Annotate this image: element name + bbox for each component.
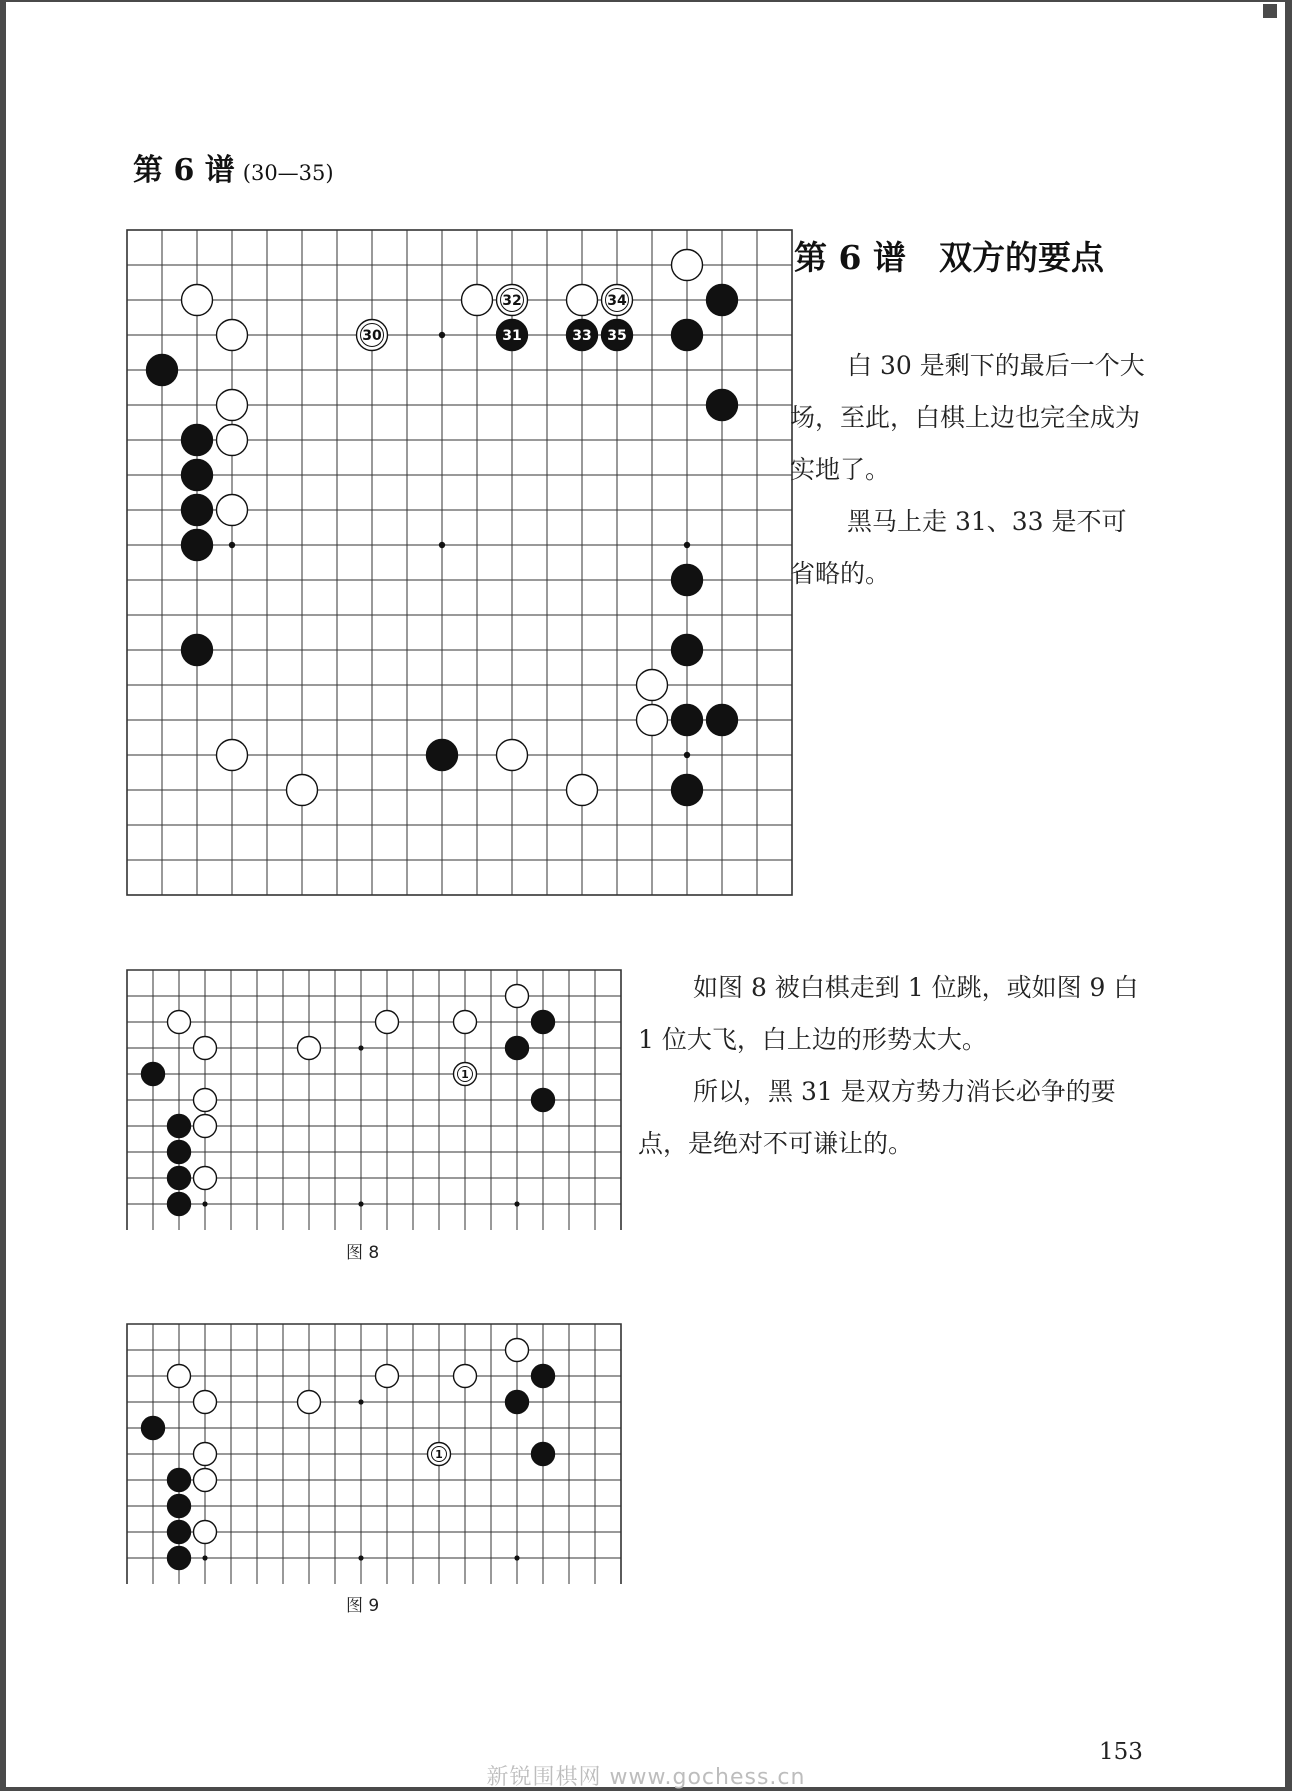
commentary-bottom — [638, 962, 1146, 1170]
white-stone — [194, 1391, 217, 1414]
chapter-title — [133, 145, 334, 189]
star-point — [202, 1201, 207, 1206]
black-stone — [532, 1011, 555, 1034]
move-number: 33 — [572, 328, 592, 345]
black-stone — [532, 1443, 555, 1466]
section-heading: 第 6 谱 双方的要点 — [794, 238, 1104, 277]
star-point — [358, 1399, 363, 1404]
black-stone — [168, 1547, 191, 1570]
black-stone — [532, 1089, 555, 1112]
figure-9-caption: 图 9 — [346, 1596, 380, 1616]
chapter-move-range: (30—35) — [242, 161, 334, 185]
black-stone — [182, 635, 213, 666]
white-stone — [637, 705, 668, 736]
white-stone — [672, 250, 703, 281]
white-stone — [217, 425, 248, 456]
star-point — [514, 1555, 519, 1560]
black-stone — [168, 1521, 191, 1544]
move-number: 32 — [502, 293, 522, 310]
black-stone — [672, 775, 703, 806]
white-stone — [462, 285, 493, 316]
white-stone — [194, 1521, 217, 1544]
black-stone — [672, 705, 703, 736]
black-stone — [182, 460, 213, 491]
white-stone — [194, 1089, 217, 1112]
move-number: 30 — [362, 328, 382, 345]
white-stone — [376, 1011, 399, 1034]
white-stone — [376, 1365, 399, 1388]
white-stone — [217, 495, 248, 526]
white-stone — [497, 740, 528, 771]
star-point — [439, 332, 445, 338]
star-point — [202, 1555, 207, 1560]
star-point — [514, 1201, 519, 1206]
star-point — [684, 752, 690, 758]
black-stone — [142, 1063, 165, 1086]
move-number: 35 — [607, 328, 627, 345]
black-stone — [672, 635, 703, 666]
star-point — [358, 1555, 363, 1560]
white-stone — [298, 1037, 321, 1060]
chapter-title-text: 第 6 谱 — [133, 153, 235, 188]
black-stone — [672, 565, 703, 596]
star-point — [684, 542, 690, 548]
black-stone — [707, 705, 738, 736]
white-stone — [168, 1365, 191, 1388]
black-stone — [182, 425, 213, 456]
black-stone — [506, 1391, 529, 1414]
black-stone — [182, 495, 213, 526]
white-stone — [506, 985, 529, 1008]
watermark: 新锐围棋网 www.gochess.cn — [486, 1765, 806, 1790]
white-stone — [194, 1167, 217, 1190]
black-stone — [168, 1115, 191, 1138]
commentary-top — [790, 340, 1145, 600]
black-stone — [147, 355, 178, 386]
commentary-paragraph-3: 如图 8 被白棋走到 1 位跳，或如图 9 白 1 位大飞，白上边的形势太大。 — [638, 973, 1139, 1054]
commentary-paragraph-2: 黑马上走 31、33 是不可省略的。 — [790, 507, 1127, 588]
white-stone — [194, 1115, 217, 1138]
black-stone — [182, 530, 213, 561]
star-point — [229, 542, 235, 548]
white-stone — [637, 670, 668, 701]
white-stone — [454, 1011, 477, 1034]
black-stone — [672, 320, 703, 351]
white-stone — [567, 775, 598, 806]
white-stone — [168, 1011, 191, 1034]
white-stone — [567, 285, 598, 316]
move-number: 1 — [461, 1067, 469, 1081]
page-corner-fold — [1263, 4, 1277, 18]
white-stone — [217, 320, 248, 351]
white-stone — [287, 775, 318, 806]
black-stone — [506, 1037, 529, 1060]
page-number: 153 — [1099, 1739, 1143, 1765]
black-stone — [168, 1495, 191, 1518]
white-stone — [182, 285, 213, 316]
figure-8-caption: 图 8 — [346, 1243, 380, 1263]
star-point — [358, 1201, 363, 1206]
black-stone — [142, 1417, 165, 1440]
white-stone — [217, 740, 248, 771]
figure-9-diagram — [127, 1324, 607, 1584]
white-stone — [194, 1443, 217, 1466]
white-stone — [194, 1037, 217, 1060]
commentary-paragraph-1: 白 30 是剩下的最后一个大场，至此，白棋上边也完全成为实地了。 — [790, 351, 1145, 484]
black-stone — [427, 740, 458, 771]
black-stone — [707, 390, 738, 421]
white-stone — [217, 390, 248, 421]
black-stone — [707, 285, 738, 316]
white-stone — [298, 1391, 321, 1414]
black-stone — [168, 1167, 191, 1190]
star-point — [358, 1045, 363, 1050]
white-stone — [506, 1339, 529, 1362]
page-sheet — [6, 2, 1285, 1787]
move-number: 1 — [435, 1447, 443, 1461]
white-stone — [454, 1365, 477, 1388]
star-point — [439, 542, 445, 548]
main-diagram — [127, 230, 767, 870]
black-stone — [168, 1469, 191, 1492]
commentary-paragraph-4: 所以，黑 31 是双方势力消长必争的要点，是绝对不可谦让的。 — [638, 1077, 1116, 1158]
black-stone — [532, 1365, 555, 1388]
move-number: 31 — [502, 328, 522, 345]
black-stone — [168, 1141, 191, 1164]
white-stone — [194, 1469, 217, 1492]
move-number: 34 — [607, 293, 627, 310]
black-stone — [168, 1193, 191, 1216]
figure-8-diagram — [127, 970, 607, 1230]
